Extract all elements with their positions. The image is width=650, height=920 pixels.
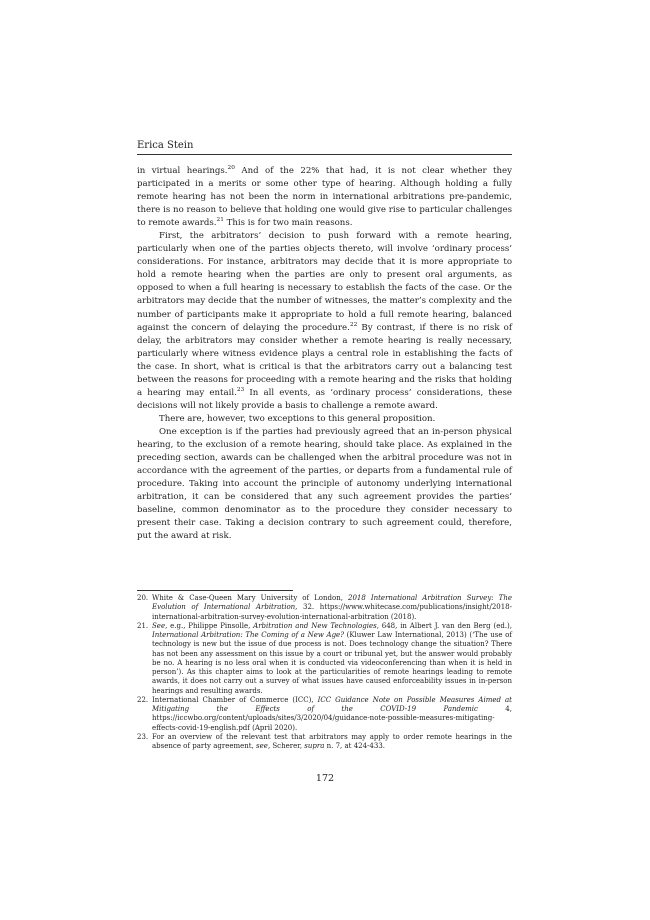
footnote-number: 23. [137, 732, 149, 741]
body-text [137, 165, 512, 543]
footnotes [137, 594, 512, 751]
footnote-divider [137, 590, 293, 591]
footnote-number: 20. [137, 594, 149, 602]
paragraph-4: One exception is if the parties had previously agreed that an in-person physical hearing, to the exclusion of a remote hearing, should take place. As explained in the preceding section, awards can be challenged when the arbitral procedure was not in accordance with the agreement of the parties, or departs from a fundamental rule of procedure. Taking into account the principle of autonomy underlying international arbitration, it can be considered that any such agreement provides the parties’ baseline, common denominator as to the procedure they consider necessary to present their case. Taking a decision contrary to such agreement could, therefore, put the award at risk. [137, 426, 512, 542]
paragraph-1: in virtual hearings.$^{20}$ And of the 22% that had, it is not clear whether they participated in a merits or some other type of hearing. Although holding a fully remote hearing has not been the norm in international arbitrations pre-pandemic, there is no reason to believe that holding one would give rise to particular challenges to remote awards.$^{21}$ This is for two main reasons. [137, 165, 512, 229]
footnote-number: 22. [137, 695, 149, 704]
footnote-20 [137, 594, 512, 622]
footnote-23 [137, 733, 512, 752]
running-head: Erica Stein [137, 139, 512, 155]
footnote-ref-21[interactable]: 21 [216, 217, 224, 224]
footnote-22 [137, 696, 512, 733]
paragraph-2: First, the arbitrators’ decision to push forward with a remote hearing, particularly when one of the parties objects thereto, will involve ‘ordinary process’ considerations. For instance, arbitrators may decide that it is more appropriate to hold a remote hearing when the parties are only to present oral arguments, as opposed to when a full hearing is necessary to establish the facts of the case. Or the arbitrators may decide that the number of witnesses, the matter’s complexity and the number of participants make it appropriate to hold a full remote hearing, balanced against the concern of delaying the procedure.$^{22}$ By contrast, if there is no risk of delay, the arbitrators may consider whether a remote hearing is really necessary, particularly where witness evidence plays a central role in establishing the facts of the case. In short, what is critical is that the arbitrators carry out a balancing test between the reasons for proceeding with a remote hearing and the risks that holding a hearing may entail.$^{23}$ In all events, as ‘ordinary process’ considerations, these decisions will not likely provide a basis to challenge a remote award. [137, 231, 513, 411]
footnote-number: 21. [137, 621, 149, 630]
footnote-ref-22[interactable]: 22 [349, 321, 358, 328]
footnote-text: International Chamber of Commerce (ICC), ICC Guidance Note on Possible Measures Aimed at Mitigating the Effects of the COVID-19 Pandemic 4, https://iccwbo.org/content/uploads/sites/3/2020/04/guidance-note-possible-measures-mitigating-effects-covid-19-english.pdf (April 2020). [152, 695, 512, 732]
paragraph-3: There are, however, two exceptions to this general proposition. [159, 413, 436, 424]
footnote-text: See, e.g., Philippe Pinsolle, Arbitration and New Technologies, 648, in Albert J. van den Berg (ed.), International Arbitration: The Coming of a New Age? (Kluwer Law International, 2013) (‘The use of technology is new but the issue of due process is not. Does technology change the situation? There has not been any assessment on this issue by a court or tribunal yet, but the answer would probably be no. A hearing is no less oral when it is conducted via videoconferencing than when it is held in person’). As this chapter aims to look at the particularities of remote hearings leading to remote awards, it does not carry out a survey of what issues have caused enforceability issues in in-person hearings and resulting awards. [152, 621, 513, 695]
footnote-text: White & Case-Queen Mary University of London, 2018 International Arbitration Survey: The Evolution of International Arbitration, 32. https://www.whitecase.com/publications/insight/2018-international-arbitration-survey-evolution-international-arbitration (2018). [152, 594, 513, 621]
footnote-text: For an overview of the relevant test that arbitrators may apply to order remote hearings in the absence of party agreement, see, Scherer, supra n. 7, at 424-433. [152, 732, 512, 750]
page-number: 172 [315, 773, 335, 784]
footnote-ref-23[interactable]: 23 [236, 386, 245, 393]
footnote-21 [137, 622, 512, 696]
footnote-ref-20[interactable]: 20 [227, 165, 235, 171]
